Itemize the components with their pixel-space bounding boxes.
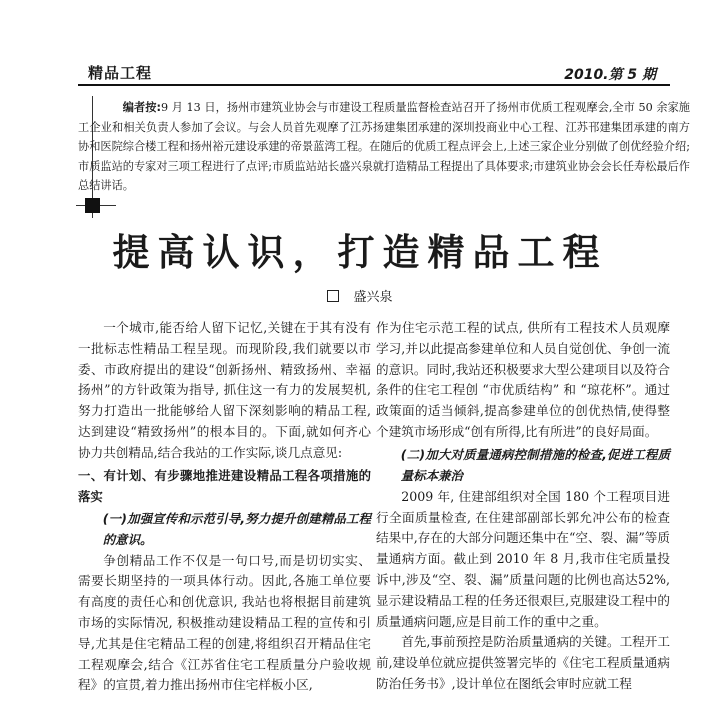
header-rule (78, 84, 670, 86)
editor-note-label: 编者按: (122, 101, 161, 114)
paragraph-intro: 一个城市,能否给人留下记忆,关键在于其有没有一批标志性精品工程呈现。而现阶段,我们就要以市委、市政府提出的建设“创新扬州、精致扬州、幸福扬州”的方针政策为指导, 抓住这一有力的发展契机, 努力打造出一批能够给人留下深刻影响的精品工程,达到建设“精致扬州”的根本目的。下面,就如何齐心协力共创精品,结合我站的工作实际,谈几点意见: (78, 320, 371, 460)
corner-square-ornament (85, 198, 100, 213)
paragraph-publicity: 争创精品工作不仅是一句口号,而是切切实实、需要长期坚持的一项具体行动。因此,各施工单位要有高度的责任心和创优意识, 我站也将根据目前建筑市场的实际情况, 积极推动建设精品工程的宣传和引导,尤其是住宅精品工程的创建,将组织召开精品住宅工程观摩会,结合《江苏省住宅工程质量分户验收规程》的宣贯,着力推出扬州市住宅样板小区, (78, 552, 371, 693)
paragraph-demonstration: 作为住宅示范工程的试点, 供所有工程技术人员观摩学习,并以此提高参建单位和人员自觉创优、争创一流的意识。同时,我站还积极要求大型公建项目以及符合条件的住宅工程创 “市优质结构” 和 “琼花杯”。通过政策面的适当倾斜,提高参建单位的创优热情,使得整个建筑市场形成“创有所得,比有所进”的良好局面。 (376, 320, 670, 439)
section-name: 精品工程 (88, 64, 153, 82)
editor-note-text: 9 月 13 日，扬州市建筑业协会与市建设工程质量监督检查站召开了扬州市优质工程观摩会,全市 50 余家施工企业和相关负责人参加了会议。与会人员首先观摩了江苏扬建集团承建的深圳投商业中心工程、江苏邗建集团承建的南方协和医院综合楼工程和扬州裕元建设承建的帝景蓝湾工程。在随后的优质工程点评会上,上述三家企业分别做了创优经验介绍;市质监站的专家对三项工程进行了点评;市质监站站长盛兴泉就打造精品工程提出了具体要求;市建筑业协会会长任寿松最后作总结讲话。 (78, 101, 690, 192)
issue-number: 2010.第 5 期 (564, 67, 656, 83)
subsection-heading-1: (一)加强宣传和示范引导,努力提升创建精品工程的意识。 (102, 510, 371, 547)
paragraph-prevention: 首先,事前预控是防治质量通病的关键。工程开工前,建设单位就应提供签署完毕的《住宅工程质量通病防治任务书》,设计单位在图纸会审时应就工程 (376, 634, 670, 691)
editor-note (78, 98, 690, 196)
section-heading-1: 一、有计划、有步骤地推进建设精品工程各项措施的落实 (78, 467, 371, 504)
author-name: 盛兴泉 (353, 290, 393, 305)
author-line (0, 286, 720, 305)
subsection-heading-2: (二)加大对质量通病控制措施的检查,促进工程质量标本兼治 (400, 446, 670, 483)
square-bullet-icon (327, 290, 339, 302)
paragraph-inspection: 2009 年, 住建部组织对全国 180 个工程项目进行全面质量检查, 在住建部副部长郭允冲公布的检查结果中,存在的大部分问题还集中在“空、裂、漏”等质量通病方面。截止到 2010 年 8 月,我市住宅质量投诉中,涉及“空、裂、漏”质量问题的比例也高达52%,显示建设精品工程的任务还很艰巨,克服建设工程中的质量通病问题,应是目前工作的重中之重。 (376, 488, 670, 629)
right-column (376, 318, 670, 695)
left-column (78, 318, 371, 696)
article-title: 提高认识，打造精品工程 (112, 231, 608, 274)
